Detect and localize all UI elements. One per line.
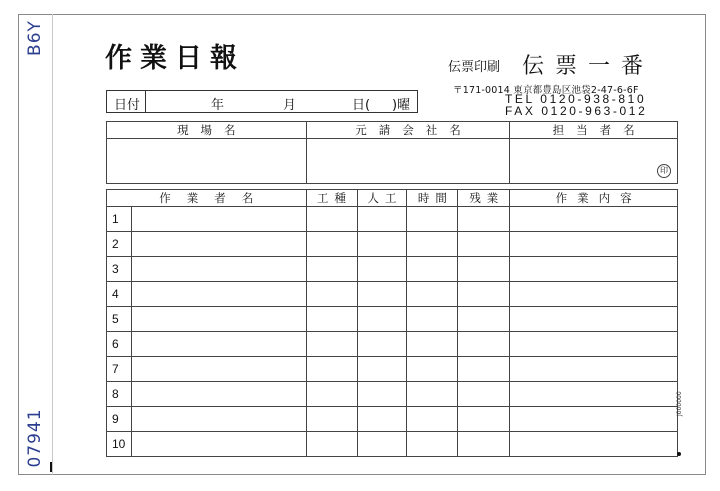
work-content-cell[interactable] (510, 357, 678, 382)
hours-cell[interactable] (407, 282, 458, 307)
overtime-cell[interactable] (458, 407, 510, 432)
worker-name-cell[interactable] (131, 332, 306, 357)
worker-name-cell[interactable] (131, 232, 306, 257)
table-row (107, 332, 678, 357)
work-content-header: 作業内容 (510, 190, 678, 207)
table-row (107, 407, 678, 432)
hours-cell[interactable] (407, 407, 458, 432)
form-title: 作業日報 (105, 43, 245, 74)
work-content-cell[interactable] (510, 432, 678, 457)
work-content-cell[interactable] (510, 207, 678, 232)
manday-cell[interactable] (357, 382, 407, 407)
table-row (107, 207, 678, 232)
brand-name: 伝票一番 (522, 54, 655, 79)
table-row (107, 357, 678, 382)
work-content-cell[interactable] (510, 232, 678, 257)
site-name-cell[interactable] (107, 139, 307, 184)
brand-phone (505, 94, 647, 117)
date-divider (145, 91, 146, 112)
manday-header: 人工 (357, 190, 407, 207)
hours-header: 時間 (407, 190, 458, 207)
manager-header: 担当者名 (510, 122, 678, 139)
work-content-cell[interactable] (510, 307, 678, 332)
brand-fax: FAX 0120-963-012 (505, 103, 648, 118)
worker-name-cell[interactable] (131, 307, 306, 332)
ref-dot (677, 452, 681, 456)
row-number: 6 (107, 332, 132, 357)
date-day: 日( (352, 98, 371, 113)
manday-cell[interactable] (357, 407, 407, 432)
product-code: 07941 (25, 408, 45, 468)
manday-cell[interactable] (357, 357, 407, 382)
overtime-cell[interactable] (458, 232, 510, 257)
row-number: 10 (107, 432, 132, 457)
trade-cell[interactable] (306, 307, 357, 332)
manday-cell[interactable] (357, 207, 407, 232)
row-number: 4 (107, 282, 132, 307)
hours-cell[interactable] (407, 382, 458, 407)
brand-label: 伝票印刷 (448, 60, 501, 75)
overtime-cell[interactable] (458, 332, 510, 357)
row-number: 8 (107, 382, 132, 407)
date-year: 年 (211, 98, 225, 113)
manday-cell[interactable] (357, 232, 407, 257)
overtime-header: 残業 (458, 190, 510, 207)
manday-cell[interactable] (357, 257, 407, 282)
row-number: 1 (107, 207, 132, 232)
trade-cell[interactable] (306, 382, 357, 407)
trade-cell[interactable] (306, 232, 357, 257)
work-content-cell[interactable] (510, 332, 678, 357)
table-row (107, 232, 678, 257)
work-content-cell[interactable] (510, 257, 678, 282)
overtime-cell[interactable] (458, 357, 510, 382)
worker-name-cell[interactable] (131, 432, 306, 457)
work-table (106, 189, 678, 457)
row-number: 3 (107, 257, 132, 282)
manday-cell[interactable] (357, 432, 407, 457)
work-content-cell[interactable] (510, 282, 678, 307)
trade-cell[interactable] (306, 257, 357, 282)
trade-header: 工種 (306, 190, 357, 207)
trade-cell[interactable] (306, 357, 357, 382)
hours-cell[interactable] (407, 432, 458, 457)
site-name-header: 現場名 (107, 122, 307, 139)
table-row (107, 307, 678, 332)
worker-name-cell[interactable] (131, 382, 306, 407)
ref-code: J000000 (676, 391, 683, 416)
overtime-cell[interactable] (458, 207, 510, 232)
worker-name-header: 作業者名 (107, 190, 307, 207)
work-content-cell[interactable] (510, 382, 678, 407)
hours-cell[interactable] (407, 332, 458, 357)
date-month: 月 (283, 98, 297, 113)
worker-name-cell[interactable] (131, 207, 306, 232)
date-field[interactable] (106, 90, 418, 113)
contractor-header: 元請会社名 (306, 122, 510, 139)
date-weekday: )曜 (392, 98, 411, 113)
worker-name-cell[interactable] (131, 357, 306, 382)
row-number: 5 (107, 307, 132, 332)
hours-cell[interactable] (407, 257, 458, 282)
table-row (107, 432, 678, 457)
trade-cell[interactable] (306, 207, 357, 232)
trade-cell[interactable] (306, 332, 357, 357)
row-number: 2 (107, 232, 132, 257)
hours-cell[interactable] (407, 207, 458, 232)
trade-cell[interactable] (306, 282, 357, 307)
overtime-cell[interactable] (458, 257, 510, 282)
trade-cell[interactable] (306, 432, 357, 457)
work-content-cell[interactable] (510, 407, 678, 432)
table-row (107, 257, 678, 282)
table-row (107, 282, 678, 307)
overtime-cell[interactable] (458, 282, 510, 307)
overtime-cell[interactable] (458, 382, 510, 407)
overtime-cell[interactable] (458, 307, 510, 332)
worker-name-cell[interactable] (131, 257, 306, 282)
seal-mark: 印 (657, 164, 671, 178)
hours-cell[interactable] (407, 307, 458, 332)
row-number: 7 (107, 357, 132, 382)
manday-cell[interactable] (357, 307, 407, 332)
form-size-label: B6Y (25, 20, 45, 56)
hours-cell[interactable] (407, 232, 458, 257)
contractor-cell[interactable] (306, 139, 510, 184)
worker-name-cell[interactable] (131, 282, 306, 307)
overtime-cell[interactable] (458, 432, 510, 457)
site-table (106, 121, 678, 184)
stub-tick-mark (50, 462, 52, 472)
stub-divider (52, 14, 53, 475)
trade-cell[interactable] (306, 407, 357, 432)
table-row (107, 382, 678, 407)
date-label: 日付 (114, 98, 141, 113)
worker-name-cell[interactable] (131, 407, 306, 432)
brand-address: 〒171-0014 東京都豊島区池袋2-47-6-6F (453, 85, 639, 96)
hours-cell[interactable] (407, 357, 458, 382)
manday-cell[interactable] (357, 282, 407, 307)
manday-cell[interactable] (357, 332, 407, 357)
row-number: 9 (107, 407, 132, 432)
brand-tel: TEL 0120-938-810 (505, 92, 647, 106)
manager-cell[interactable] (510, 139, 678, 184)
